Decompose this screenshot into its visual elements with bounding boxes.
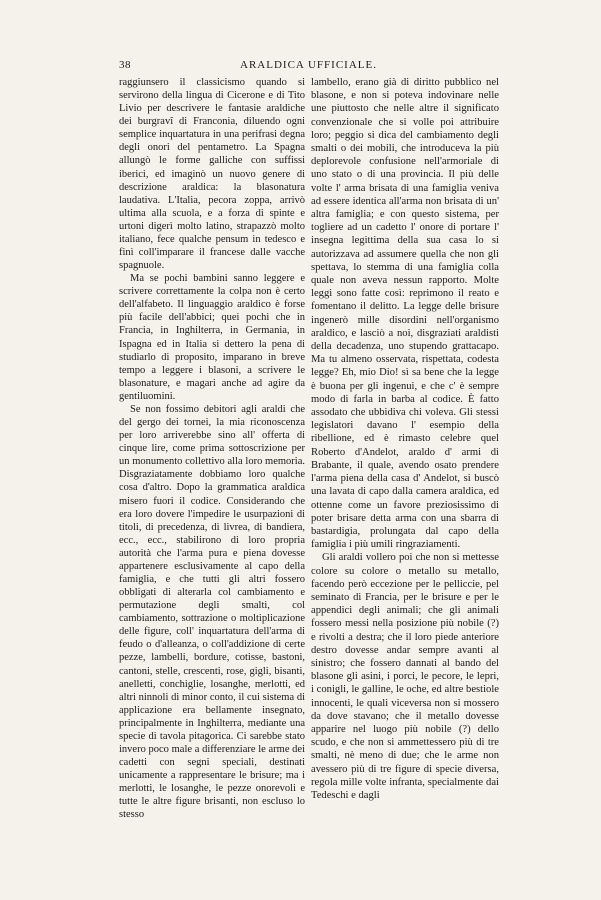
paragraph: Ma se pochi bambini sanno leggere e scrivere correttamente la colpa non è certo dell'alfabeto. Il linguaggio araldico è forse più facile dell'abbici; quei pochi che in Francia, in Inghilterra, in Germania, in Ispagna ed in Italia si dettero la pena di studiarlo di proposito, imparano in breve tempo a leggere i blasoni, a scrivere le blasonature, e magari anche ad agire da gentiluomini. (119, 273, 305, 402)
paragraph: lambello, erano già di diritto pubblico nel blasone, e non si poteva indovinare nelle une piuttosto che nelle altre il significato convenzionale che si volle poi attribuire loro; peggio si dica del cambiamento degli smalti o dei mobili, che introduceva la più deplorevole confusione nell'armoriale di uno stato o di una provincia. Il più delle volte l' arma brisata di una famiglia veniva ad essere identica all'arma non brisata di un' altra famiglia; e con questo sistema, per togliere ad un cadetto l' onore di portare l' insegna legittima della sua casa lo si autorizzava ad assumere quella che non gli spettava, lo stemma di una famiglia colla quale non aveva nessun rapporto. Molte leggi sono fatte così: reprimono il reato e fomentano il delitto. La legge delle brisure ingenerò mille disordini nell'organismo araldico, e lasciò a noi, disgraziati araldisti della decadenza, uno stupendo grattacapo. Ma tu almeno osservata, rispettata, codesta legge? Eh, mio Dio! sì sa bene che la legge è buona per gli ingenui, e che c' è sempre modo di farla in barba al codice. È fatto assodato che ubbidiva chi voleva. Gli stessi legislatori davano l' esempio della ribellione, ed è rimasto celebre quel Roberto d'Andelot, araldo d' armi di Brabante, il quale, avendo osato prendere l'arma piena della casa d' Andelot, si buscò una lavata di capo dalla camera araldica, ed ottenne come un favore preziosissimo di poter brisare detta arma con una sbarra di bastardigia, prolungata dal capo della famiglia i più umili ringraziamenti. (311, 77, 499, 551)
page-header (119, 59, 498, 73)
running-title: ARALDICA UFFICIALE. (240, 59, 377, 71)
paragraph: Gli araldi vollero poi che non si mettesse colore su colore o metallo su metallo, facendo però eccezione per le pelliccie, pel seminato di Francia, per le brisure e per le appendici degli animali; che gli animali fossero messi nella posizione più nobile (?) e rivolti a destra; che il loro piede anteriore destro dovesse andar sempre avanti al sinistro; che fossero dannati al bando del blasone gli asini, i porci, le pecore, le lepri, i conigli, le galline, le oche, ed altre bestiole innocenti, le quali viceversa non si mossero da dove stavano; che il metallo dovesse apparire nel luogo più nobile (?) dello scudo, e che non si ammettessero più di tre smalti, nè meno di due; che le arme non avessero più di tre figure di specie diversa, regola mille volte infranta, specialmente dai Tedeschi e dagli (311, 552, 499, 801)
page-number: 38 (119, 59, 131, 71)
right-column (311, 76, 499, 802)
paragraph: raggiunsero il classicismo quando si servirono della lingua di Cicerone e di Tito Livio per descrivere le fantasie araldiche dei burgravî di Franconia, diluendo ogni semplice inquartatura in una perifrasi degna degli onori del pentametro. La Spagna allungò le forme galliche con suffissi iberici, ed imaginò un nuovo genere di descrizione araldica: la blasonatura laudativa. L'Italia, pecora zoppa, arrivò ultima alla scuola, e a forza di spinte e urtoni digerì molto latino, strapazzò molto italiano, fece qualche pensum in tedesco e finì coll'imparare il francese dalle vacche spagnuole. (119, 77, 305, 272)
left-column (119, 76, 305, 821)
paragraph: Se non fossimo debitori agli araldi che del gergo dei tornei, la mia riconoscenza per loro arriverebbe sino all' offerta di cinque lire, come prima sottoscrizione per un monumento collettivo alla loro memoria. Disgraziatamente dobbiamo loro qualche cosa d'altro. Dopo la grammatica araldica misero fuori il codice. Considerando che era loro dovere l'impedire le usurpazioni di titoli, di precedenza, di livrea, di bandiera, ecc., ecc., stabilirono di loro propria autorità che l'arma pura e piena dovesse appartenere esclusivamente al capo della famiglia, e che tutti gli altri fossero obbligati di alterarla col cambiamento e permutazione degli smalti, col cambiamento, sottrazione o moltiplicazione delle figure, coll' inquartatura dell'arma di feudo o d'alleanza, o coll'addizione di certe pezze, lambelli, bordure, cotisse, bastoni, cantoni, stelle, crescenti, rose, gigli, bisanti, anelletti, conchiglie, losanghe, merlotti, ed altri ninnoli di minor conto, il cui sistema di applicazione era bellamente insegnato, principalmente in Inghilterra, mediante una specie di tavola pitagorica. Ci sarebbe stato invero poco male a differenziare le arme dei cadetti con segni speciali, destinati unicamente a rappresentare le brisure; ma i merlotti, le losanghe, le pezze onorevoli e tutte le altre figure brisanti, non escluso lo stesso (119, 403, 305, 821)
